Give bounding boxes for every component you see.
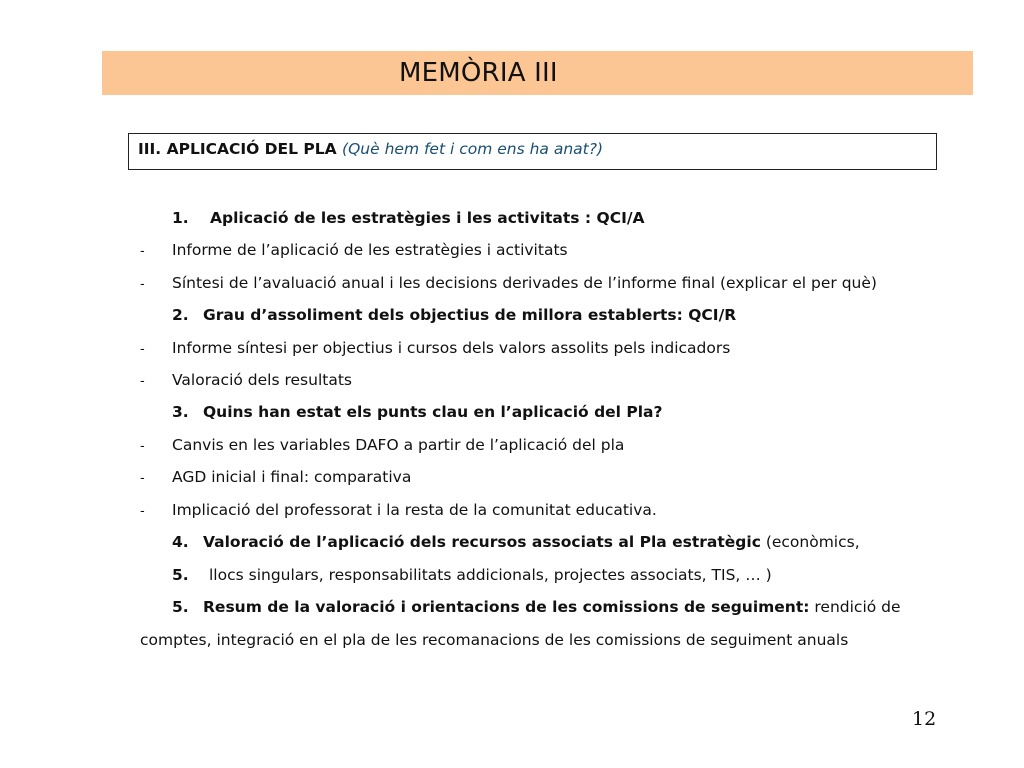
heading-2 [172, 305, 736, 325]
bullet-dash: - [140, 504, 145, 519]
list-item-text: Implicació del professorat i la resta de la comunitat educativa. [172, 501, 657, 519]
heading-tail: llocs singulars, responsabilitats addicionals, projectes associats, TIS, … ) [209, 566, 772, 584]
bullet-dash: - [140, 277, 145, 292]
heading-tail: (econòmics, [760, 533, 860, 551]
list-item [140, 467, 411, 489]
heading-number: 4. [172, 533, 189, 551]
heading-text: Resum de la valoració i orientacions de les comissions de seguiment: [203, 598, 810, 616]
bullet-dash: - [140, 439, 145, 454]
list-item-text: Informe síntesi per objectius i cursos dels valors assolits pels indicadors [172, 339, 731, 357]
bullet-dash: - [140, 471, 145, 486]
heading-5b [172, 597, 901, 617]
heading-number: 1. [172, 209, 189, 227]
heading-number: 3. [172, 403, 189, 421]
list-item-text: Síntesi de l’avaluació anual i les decisions derivades de l’informe final (explicar el per què) [172, 274, 877, 292]
continuation-text: comptes, integració en el pla de les recomanacions de les comissions de seguiment anuals [140, 631, 849, 649]
list-item-text: AGD inicial i final: comparativa [172, 468, 412, 486]
section-heading-hint: (Què hem fet i com ens ha anat?) [342, 140, 604, 158]
heading-number: 5. [172, 598, 189, 616]
list-item [140, 500, 657, 522]
heading-tail: rendició de [809, 598, 901, 616]
list-item-text: Informe de l’aplicació de les estratègies i activitats [172, 241, 568, 259]
list-item-text: Canvis en les variables DAFO a partir de l’aplicació del pla [172, 436, 625, 454]
bullet-dash: - [140, 342, 145, 357]
section-heading-label: III. APLICACIÓ DEL PLA [138, 140, 337, 158]
list-item [140, 435, 624, 457]
bullet-dash: - [140, 244, 145, 259]
page-title: MEMÒRIA III [399, 58, 558, 88]
heading-1 [172, 208, 645, 228]
list-item [140, 273, 877, 295]
heading-text: Grau d’assoliment dels objectius de millora establerts: QCI/R [203, 306, 737, 324]
heading-text: Quins han estat els punts clau en l’aplicació del Pla? [203, 403, 663, 421]
heading-3 [172, 402, 663, 422]
heading-text: Aplicació de les estratègies i les activitats : QCI/A [210, 209, 645, 227]
list-item [140, 240, 568, 262]
list-item [140, 338, 730, 360]
heading-text: Valoració de l’aplicació dels recursos associats al Pla estratègic [203, 533, 761, 551]
heading-number: 2. [172, 306, 189, 324]
heading-5 [172, 565, 772, 585]
bullet-dash: - [140, 374, 145, 389]
list-item-text: Valoració dels resultats [172, 371, 352, 389]
page-number: 12 [912, 708, 937, 730]
heading-4 [172, 532, 860, 552]
list-item [140, 370, 352, 392]
heading-number: 5. [172, 566, 189, 584]
